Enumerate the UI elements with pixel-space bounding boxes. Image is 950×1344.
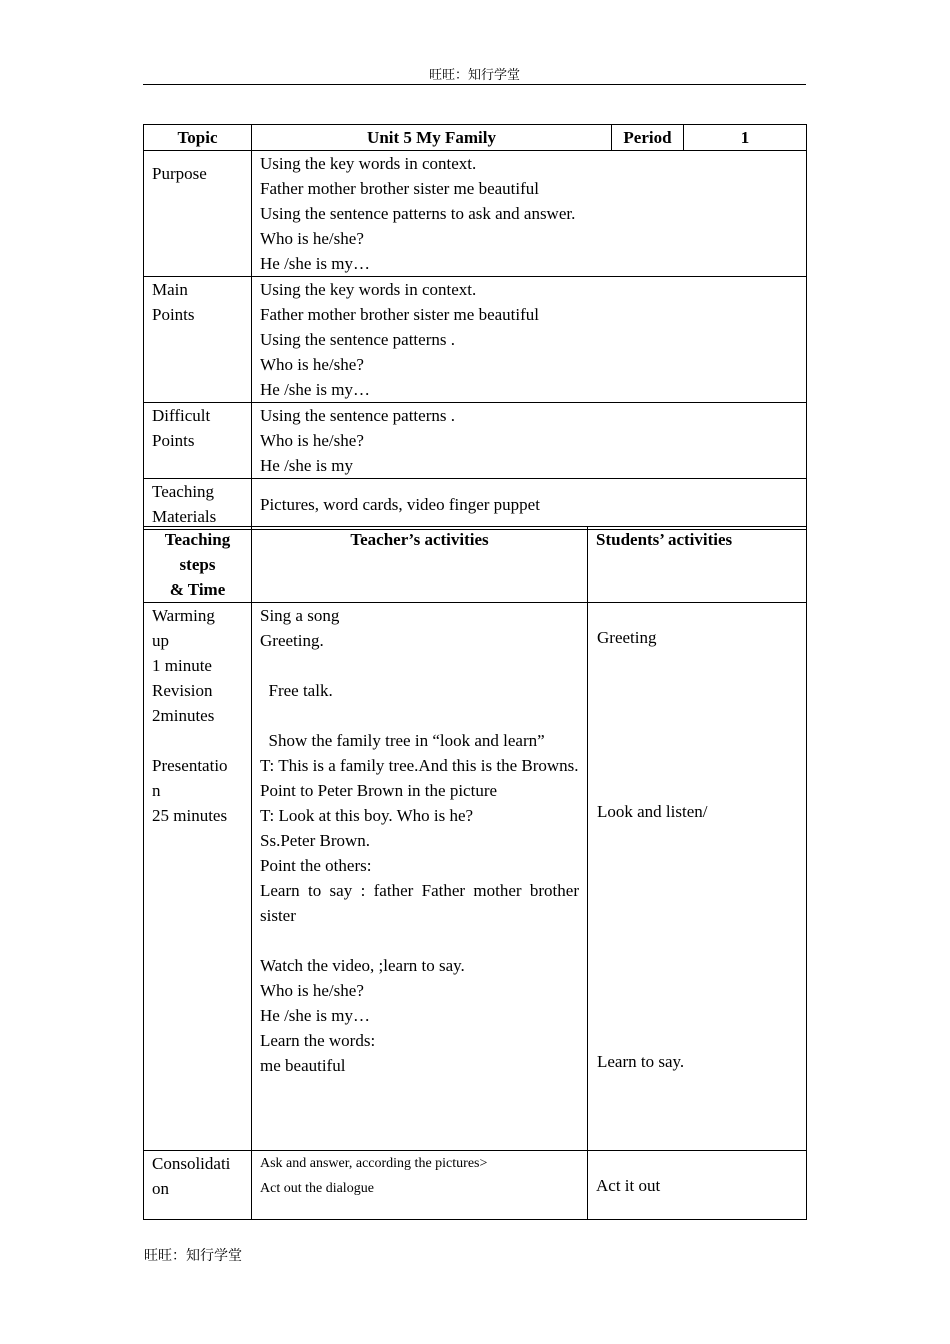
period-label: Period: [612, 125, 684, 151]
teacher-line: Ss.Peter Brown.: [260, 831, 371, 850]
consolidation-label-line: on: [152, 1179, 169, 1198]
teacher-line: Greeting.: [260, 631, 324, 650]
student-greeting: Greeting: [597, 628, 657, 647]
steps-header-line: steps: [179, 555, 216, 574]
teacher-line: Sing a song: [260, 606, 340, 625]
main-activity-row: [144, 603, 807, 1151]
teacher-line: Watch the video, ;learn to say.: [260, 956, 465, 975]
teaching-materials-row: [144, 479, 807, 530]
purpose-line: Father mother brother sister me beautiful: [260, 179, 539, 198]
lesson-plan-table-top: [143, 124, 807, 530]
teacher-line: me beautiful: [260, 1056, 346, 1075]
teacher-line: T: This is a family tree.And this is the Browns.: [260, 756, 579, 775]
teacher-blank-line: [260, 653, 579, 678]
main-points-row: [144, 277, 807, 403]
difficult-points-line: He /she is my: [260, 456, 354, 475]
purpose-line: Who is he/she?: [260, 229, 364, 248]
step-line: up: [152, 631, 169, 650]
topic-value: Unit 5 My Family: [252, 125, 612, 151]
main-points-content: [252, 277, 807, 403]
difficult-points-line: Using the sentence patterns .: [260, 406, 455, 425]
main-points-line: Using the key words in context.: [260, 280, 477, 299]
purpose-line: Using the sentence patterns to ask and answer.: [260, 204, 576, 223]
main-points-line: He /she is my…: [260, 380, 371, 399]
consolidation-students: Act it out: [588, 1151, 807, 1220]
step-line: Warming: [152, 606, 215, 625]
page-footer: 旺旺：知行学堂: [144, 1249, 242, 1264]
purpose-line: He /she is my…: [260, 254, 371, 273]
steps-header-line: Teaching: [164, 530, 231, 549]
lesson-plan-table-steps: [143, 526, 807, 1220]
main-points-label-line: Points: [152, 305, 195, 324]
purpose-label: Purpose: [144, 151, 252, 277]
consolidation-label-line: Consolidati: [152, 1154, 231, 1173]
teacher-line: He /she is my…: [260, 1006, 371, 1025]
student-look-listen: Look and listen/: [597, 802, 708, 821]
main-points-label-line: Main: [152, 280, 188, 299]
page-header: 旺旺：知行学堂: [143, 66, 806, 85]
teacher-line: Free talk.: [260, 681, 333, 700]
difficult-points-line: Who is he/she?: [260, 431, 364, 450]
step-line: Presentatio: [152, 756, 228, 775]
steps-header-line: & Time: [169, 580, 226, 599]
teacher-line: Show the family tree in “look and learn”: [260, 731, 545, 750]
consolidation-teacher-line: Act out the dialogue: [260, 1181, 374, 1196]
main-points-line: Using the sentence patterns .: [260, 330, 455, 349]
teacher-line: Point the others:: [260, 856, 372, 875]
steps-time-cell: [144, 603, 252, 1151]
difficult-points-row: [144, 403, 807, 479]
students-activities-header: Students’ activities: [588, 527, 807, 603]
teacher-line: T: Look at this boy. Who is he?: [260, 806, 474, 825]
steps-header-row: [144, 527, 807, 603]
main-points-line: Father mother brother sister me beautiful: [260, 305, 539, 324]
difficult-points-label: [144, 403, 252, 479]
consolidation-teacher-line: Ask and answer, according the pictures>: [260, 1156, 488, 1171]
students-activities-cell: [588, 603, 807, 1151]
teacher-blank-line: [260, 928, 579, 953]
consolidation-teacher: [252, 1151, 588, 1220]
difficult-points-content: [252, 403, 807, 479]
teaching-materials-label-line: Teaching: [152, 482, 215, 501]
steps-header-col1: [144, 527, 252, 603]
step-line: n: [152, 781, 161, 800]
difficult-points-label-line: Difficult: [152, 406, 211, 425]
teacher-line: Learn to say : father Father mother brother sister: [260, 881, 579, 925]
consolidation-label: [144, 1151, 252, 1220]
main-points-line: Who is he/she?: [260, 355, 364, 374]
step-line: Revision: [152, 681, 213, 700]
student-learn-say: Learn to say.: [597, 1052, 685, 1071]
teacher-line: Point to Peter Brown in the picture: [260, 781, 498, 800]
teaching-materials-value: Pictures, word cards, video finger puppet: [252, 479, 807, 530]
purpose-row: [144, 151, 807, 277]
purpose-content: [252, 151, 807, 277]
topic-label: Topic: [144, 125, 252, 151]
teacher-activities-cell: [252, 603, 588, 1151]
step-line: 2minutes: [152, 706, 215, 725]
step-line: 25 minutes: [152, 806, 228, 825]
step-line: [152, 728, 243, 753]
topic-row: [144, 125, 807, 151]
teacher-activities-header: Teacher’s activities: [252, 527, 588, 603]
period-value: 1: [684, 125, 807, 151]
teacher-blank-line: [260, 703, 579, 728]
teaching-materials-label: [144, 479, 252, 530]
purpose-line: Using the key words in context.: [260, 154, 477, 173]
step-line: 1 minute: [152, 656, 212, 675]
difficult-points-label-line: Points: [152, 431, 195, 450]
consolidation-row: [144, 1151, 807, 1220]
teacher-line: Learn the words:: [260, 1031, 376, 1050]
teacher-line: Who is he/she?: [260, 981, 364, 1000]
main-points-label: [144, 277, 252, 403]
teaching-materials-label-line: Materials: [152, 507, 217, 526]
